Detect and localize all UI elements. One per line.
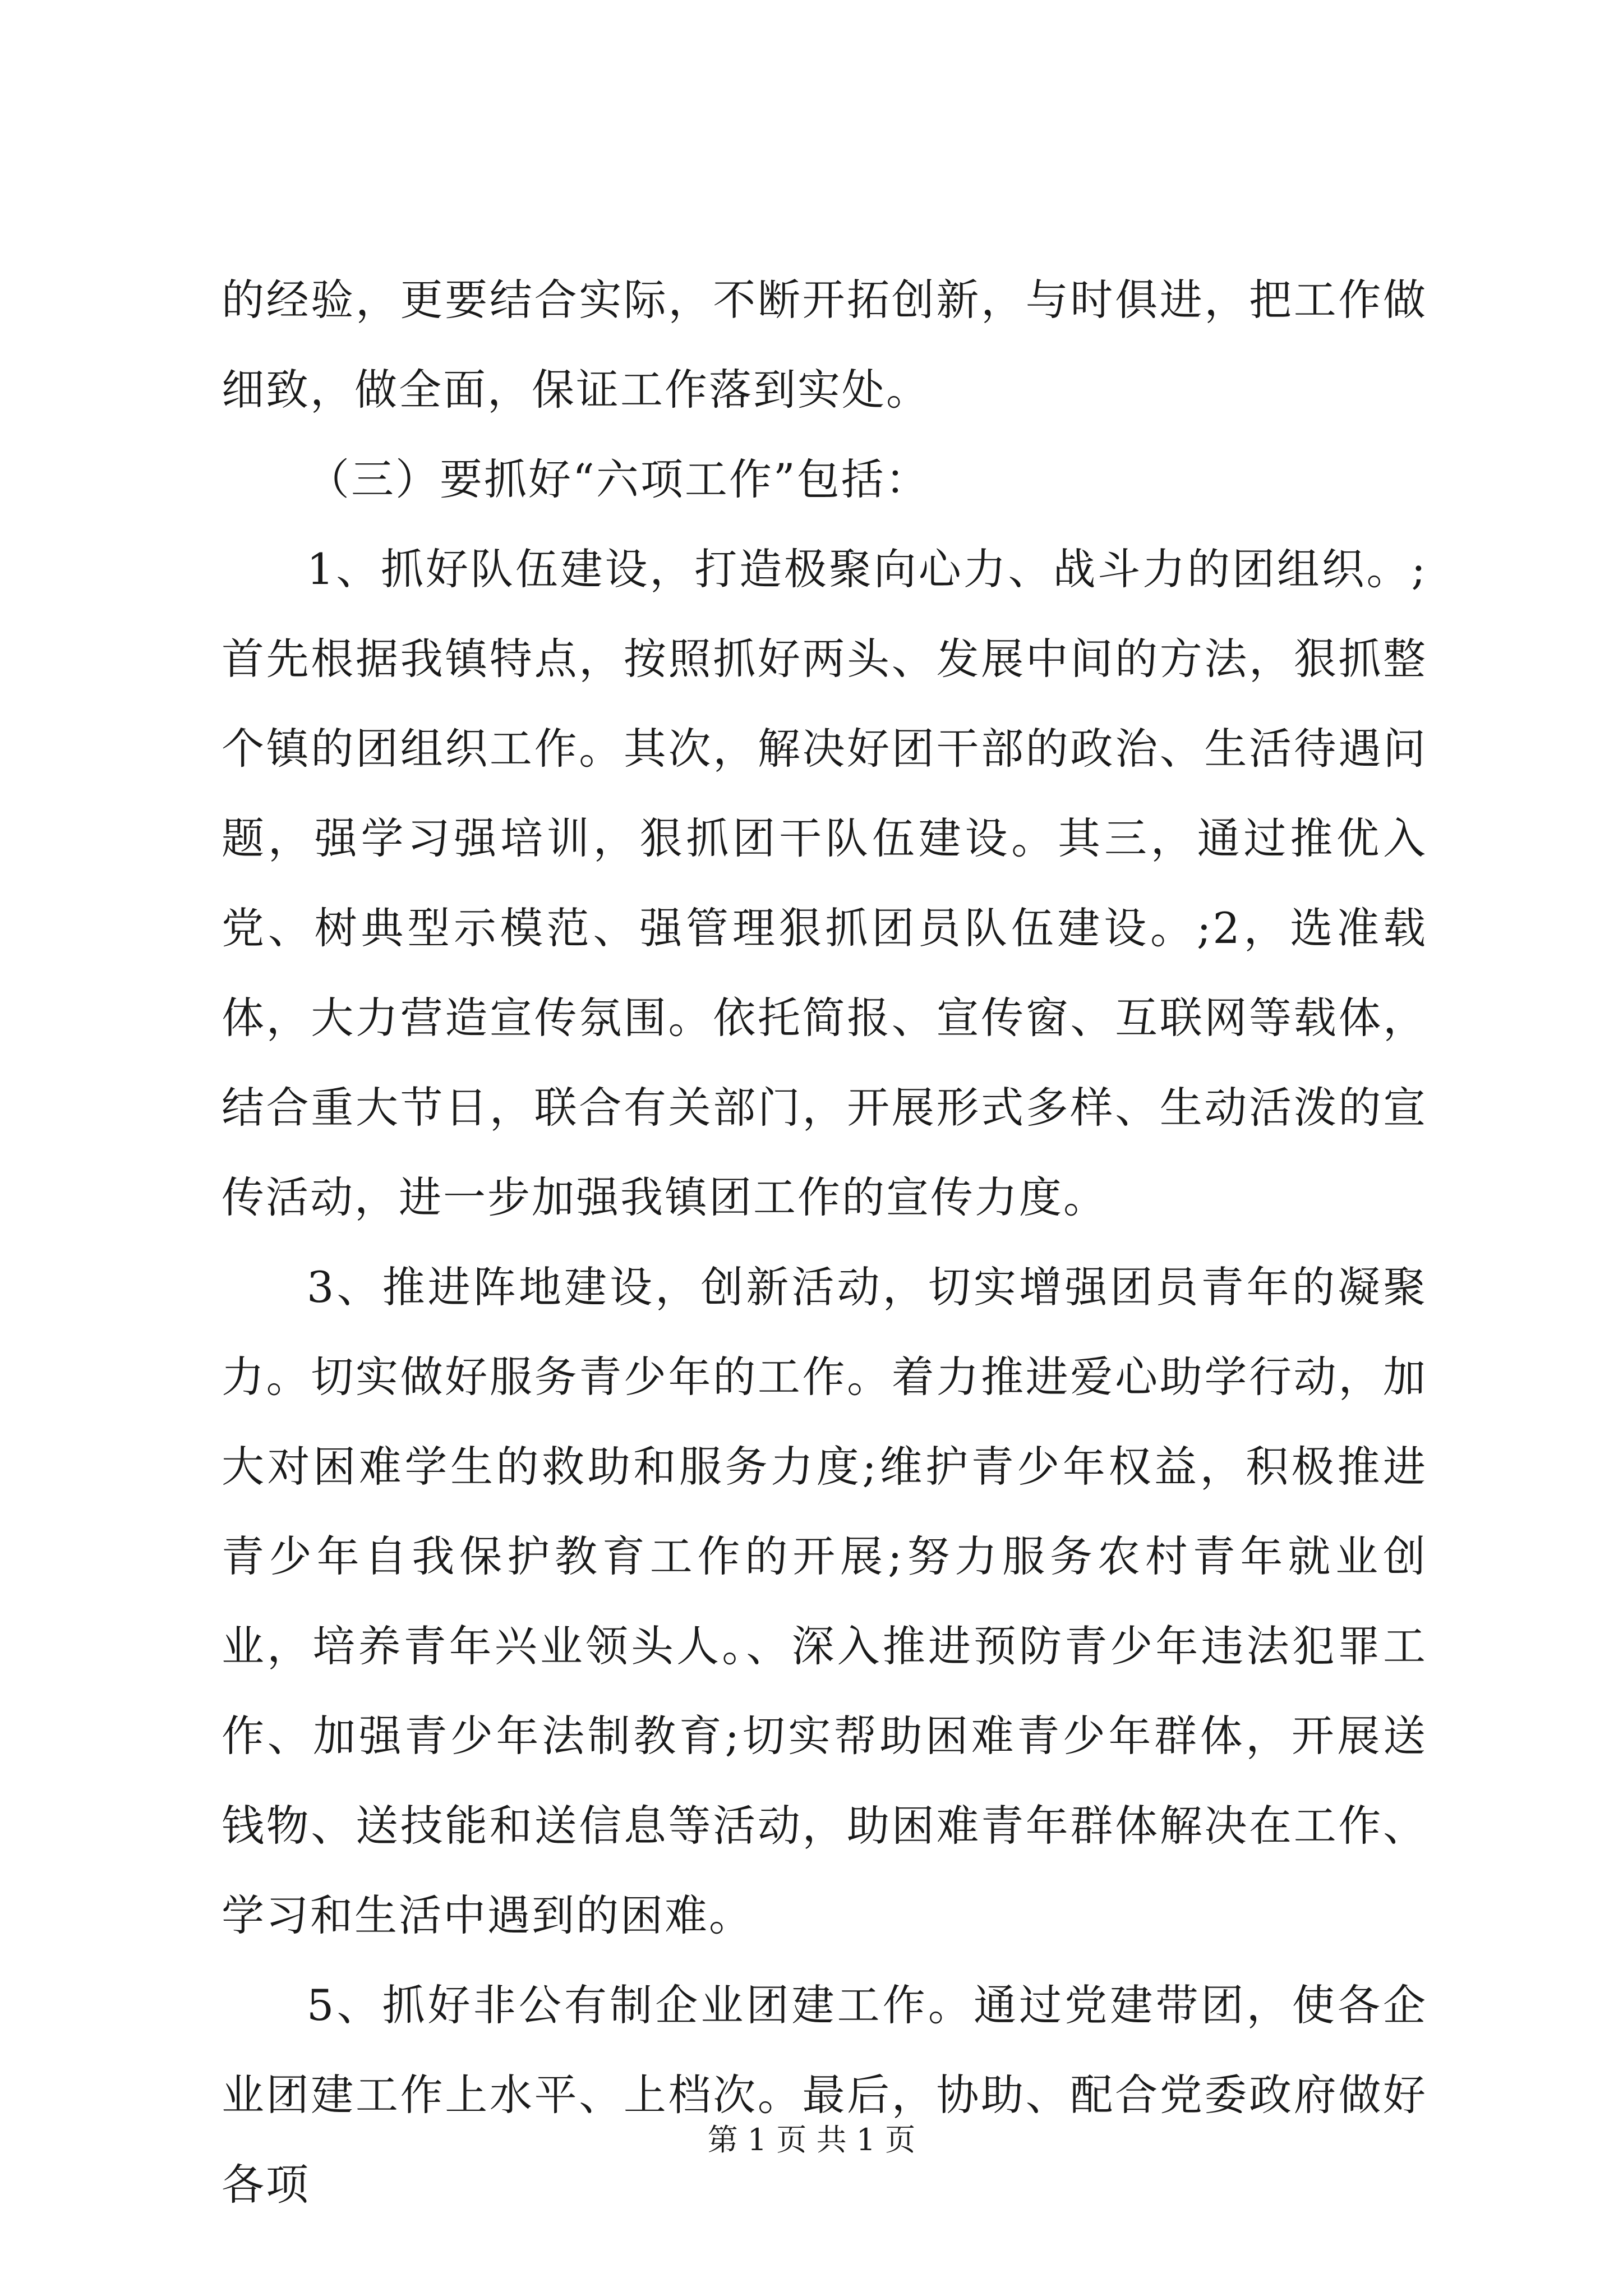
paragraph-4: 3、推进阵地建设，创新活动，切实增强团员青年的凝聚力。切实做好服务青少年的工作。着力推进爱心助学行动，加大对困难学生的救助和服务力度;维护青少年权益，积极推进青少年自我保护教育工作的开展;努力服务农村青年就业创业，培养青年兴业领头人。、深入推进预防青少年违法犯罪工作、加强青少年法制教育;切实帮助困难青少年群体，开展送钱物、送技能和送信息等活动，助困难青年群体解决在工作、学习和生活中遇到的困难。 [222,1262,1427,1940]
document-body [222,255,1427,2230]
paragraph-1: 的经验，更要结合实际，不断开拓创新，与时俱进，把工作做细致，做全面，保证工作落到实处。 [222,275,1427,415]
paragraph-2: （三）要抓好“六项工作”包括： [307,454,930,504]
paragraph-5: 5、抓好非公有制企业团建工作。通过党建带团，使各企业团建工作上水平、上档次。最后，协助、配合党委政府做好各项 [222,1980,1427,2210]
page-footer: 第 1 页 共 1 页 [707,2122,916,2157]
paragraph-3: 1、抓好队伍建设，打造极聚向心力、战斗力的团组织。;首先根据我镇特点，按照抓好两头、发展中间的方法，狠抓整个镇的团组织工作。其次，解决好团干部的政治、生活待遇问题，强学习强培训，狠抓团干队伍建设。其三，通过推优入党、树典型示模范、强管理狠抓团员队伍建设。;2，选准载体，大力营造宣传氛围。依托简报、宣传窗、互联网等载体，结合重大节日，联合有关部门，开展形式多样、生动活泼的宣传活动，进一步加强我镇团工作的宣传力度。 [222,544,1427,1222]
